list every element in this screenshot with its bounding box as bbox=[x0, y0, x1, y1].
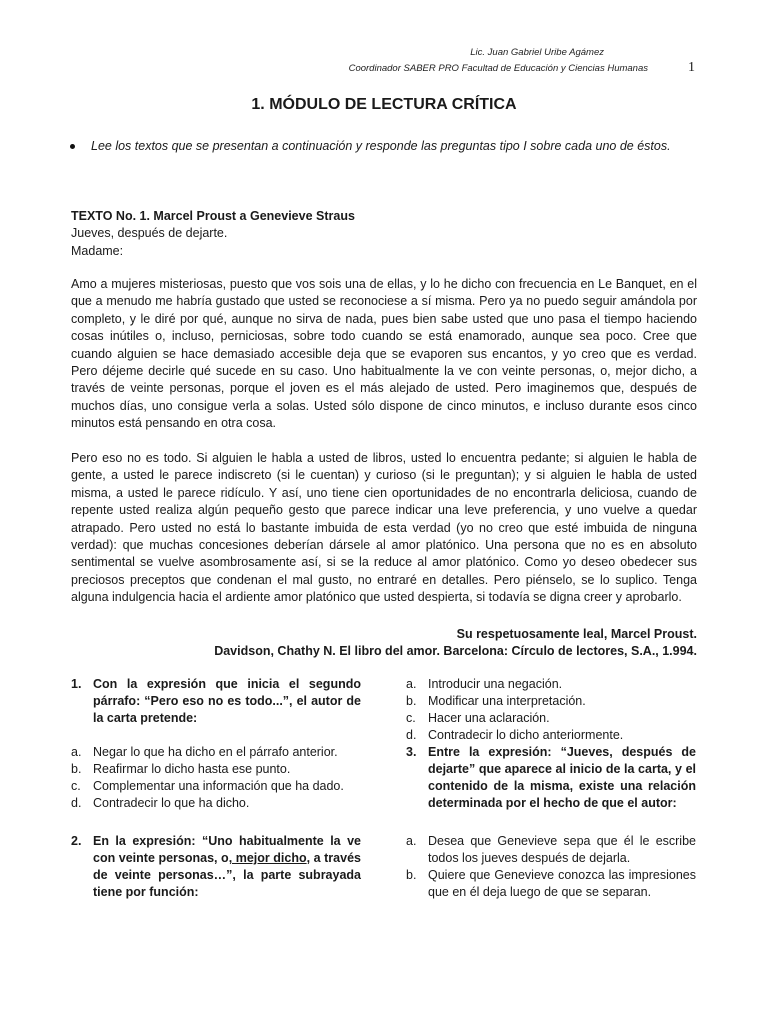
header-role: Coordinador SABER PRO Facultad de Educación y Ciencias Humanas bbox=[348, 63, 648, 74]
option-text: Desea que Genevieve sepa que él le escribe todos los jueves después de dejarla. bbox=[428, 834, 696, 865]
option-text: Modificar una interpretación. bbox=[428, 694, 586, 708]
option[interactable] bbox=[406, 676, 696, 693]
option[interactable] bbox=[406, 867, 696, 901]
option-letter: a. bbox=[406, 834, 417, 848]
page-number: 1 bbox=[688, 60, 695, 75]
letter-source: Davidson, Chathy N. El libro del amor. Barcelona: Círculo de lectores, S.A., 1.994. bbox=[214, 644, 697, 658]
text-heading: TEXTO No. 1. Marcel Proust a Genevieve Straus bbox=[71, 209, 355, 223]
question-stem bbox=[93, 833, 361, 901]
option-letter: a. bbox=[71, 745, 82, 759]
question-3 bbox=[406, 744, 696, 812]
option-letter: b. bbox=[406, 694, 417, 708]
option-letter: a. bbox=[406, 677, 417, 691]
instruction bbox=[70, 139, 671, 153]
stem-part: , a través de veinte personas…”, la parte subrayada tiene por función: bbox=[93, 851, 361, 899]
option-text: Introducir una negación. bbox=[428, 677, 563, 691]
option[interactable] bbox=[406, 727, 696, 744]
option-text: Contradecir lo dicho anteriormente. bbox=[428, 728, 624, 742]
question-1 bbox=[71, 676, 361, 812]
option-letter: c. bbox=[406, 711, 416, 725]
question-stem: Entre la expresión: “Jueves, después de dejarte” que aparece al inicio de la carta, y el contenido de la misma, existe una relación determinada por el hecho de que el autor: bbox=[428, 745, 696, 810]
text-paragraph-2: Pero eso no es todo. Si alguien le habla a usted de libros, usted lo encuentra pedante; si alguien le habla de gente, a usted le parece indiscreto (si le cuentan) y curioso (si le preguntan); y si alguien le habla de usted misma, a usted le parece ridículo. Y así, uno tiene cien oportunidades de no encontrarla deliciosa, cuando de repente usted realiza algún pequeño gesto que parece indicar una leve preferencia, y uno vuelve a quedar atrapado. Pero usted no está lo bastante imbuida de esta verdad (yo no creo que esté imbuida de ninguna verdad): que muchas concesiones deberían dársele al amor platónico. Una persona que no es en absoluto sentimental se vuelve asombrosamente así, si se la reduce al amor platónico. Como yo deseo obedecer sus preciosos preceptos que condenan el mal gusto, no entraré en detalles. Pero piénselo, se lo suplico. Tenga alguna indulgencia hacia el ardiente amor platónico que usted despierta, si todavía se digna creer y aprobarlo. bbox=[71, 451, 697, 605]
question-2-options bbox=[406, 676, 696, 812]
option-letter: d. bbox=[71, 796, 82, 810]
option-letter: b. bbox=[71, 762, 82, 776]
option[interactable] bbox=[406, 710, 696, 727]
question-number: 3. bbox=[406, 745, 417, 759]
option[interactable] bbox=[406, 833, 696, 867]
text-salutation: Madame: bbox=[71, 244, 124, 258]
stem-part: En la expresión: “Uno habitualmente la ve con veinte personas, o bbox=[93, 834, 361, 865]
option-letter: c. bbox=[71, 779, 81, 793]
question-stem: Con la expresión que inicia el segundo párrafo: “Pero eso no es todo...”, el autor de la carta pretende: bbox=[93, 677, 361, 725]
option[interactable] bbox=[71, 761, 361, 778]
question-3-options bbox=[406, 833, 696, 901]
text-dateline: Jueves, después de dejarte. bbox=[71, 226, 228, 240]
underlined-phrase: , mejor dicho bbox=[228, 851, 307, 865]
bullet-icon bbox=[70, 144, 75, 149]
header-author: Lic. Juan Gabriel Uribe Agámez bbox=[470, 47, 604, 58]
option-letter: b. bbox=[406, 868, 417, 882]
option-text: Reafirmar lo dicho hasta ese punto. bbox=[93, 762, 291, 776]
letter-closing: Su respetuosamente leal, Marcel Proust. bbox=[456, 627, 697, 641]
option[interactable] bbox=[71, 795, 361, 812]
option-text: Contradecir lo que ha dicho. bbox=[93, 796, 250, 810]
option[interactable] bbox=[406, 693, 696, 710]
option-letter: d. bbox=[406, 728, 417, 742]
text-paragraph-1: Amo a mujeres misteriosas, puesto que vos sois una de ellas, y lo he dicho con frecuencia en Le Banquet, en el que a menudo me habría gustado que usted se reconociese a sí misma. Pero ya no puedo seguir amándola por completo, y le diré por qué, aunque no sirva de nada, pues bien sabe usted que uno pasa el tiempo haciendo cosas inútiles o, incluso, perniciosas, sobre todo cuando se está enamorado, aunque sea poco. Cree que cuando alguien se hace demasiado accesible deja que se evaporen sus encantos, y yo creo que es verdad. Pero déjeme decirle qué sucede en su caso. Uno habitualmente la ve con veinte personas, o, mejor dicho, a través de veinte personas, porque el joven es el más alejado de usted. Pero imaginemos que, después de muchos días, uno consigue verla a solas. Usted sólo dispone de cinco minutos, e incluso durante esos cinco minutos está pensando en otra cosa. bbox=[71, 277, 697, 431]
option[interactable] bbox=[71, 744, 361, 761]
option-text: Negar lo que ha dicho en el párrafo anterior. bbox=[93, 745, 338, 759]
page-title: 1. MÓDULO DE LECTURA CRÍTICA bbox=[251, 96, 517, 113]
option[interactable] bbox=[71, 778, 361, 795]
question-number: 2. bbox=[71, 834, 82, 848]
question-2 bbox=[71, 833, 361, 901]
option-text: Complementar una información que ha dado. bbox=[93, 779, 344, 793]
option-text: Quiere que Genevieve conozca las impresiones que en él deja luego de que se separan. bbox=[428, 868, 696, 899]
question-number: 1. bbox=[71, 677, 82, 691]
instruction-text: Lee los textos que se presentan a continuación y responde las preguntas tipo I sobre cada uno de éstos. bbox=[91, 139, 671, 153]
option-text: Hacer una aclaración. bbox=[428, 711, 550, 725]
